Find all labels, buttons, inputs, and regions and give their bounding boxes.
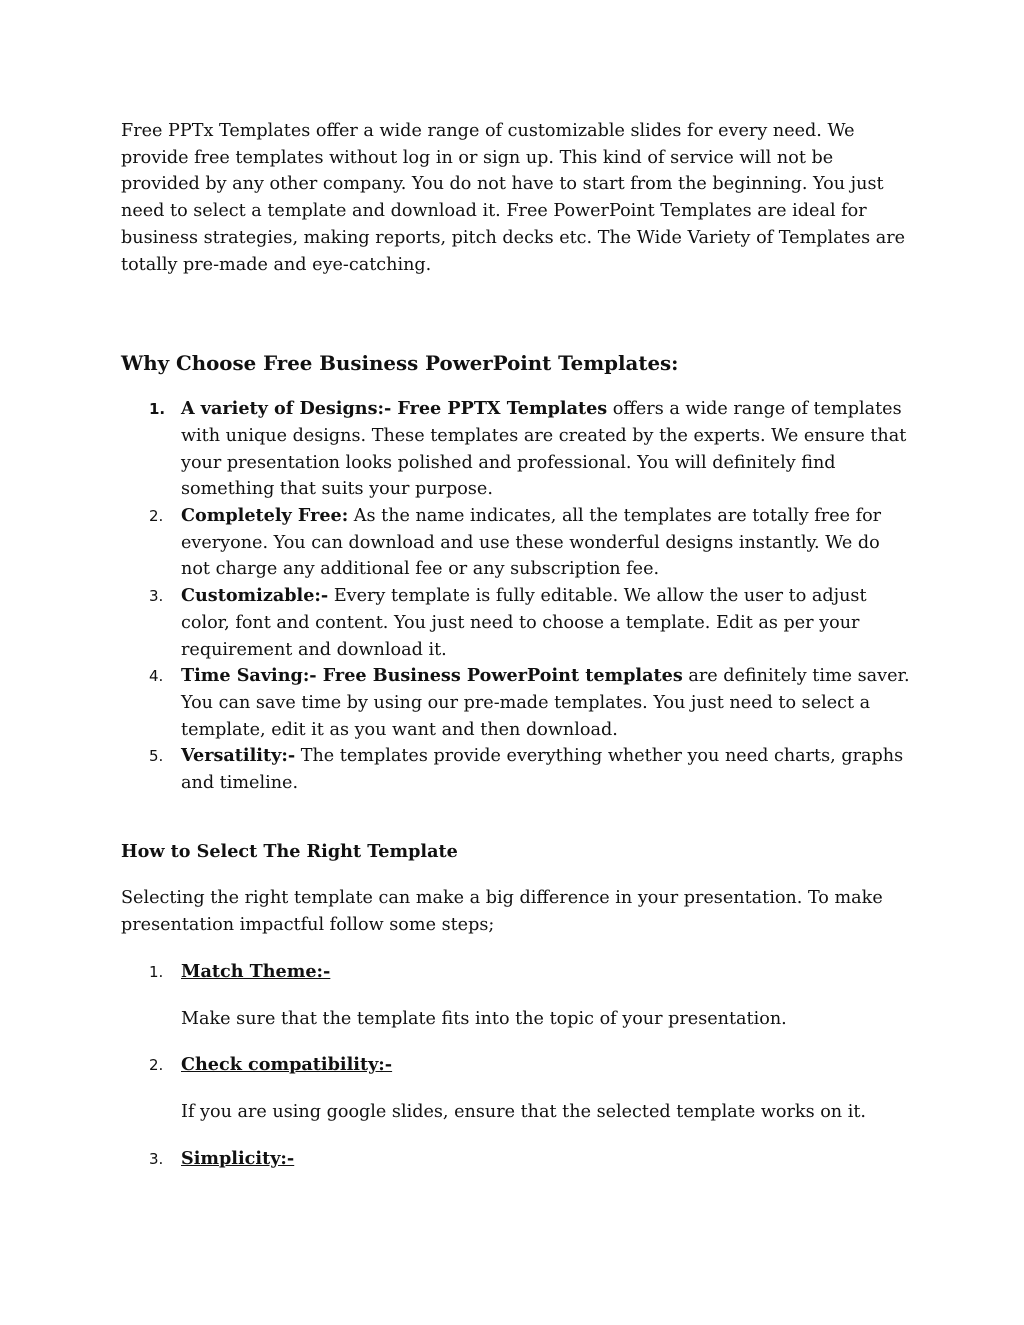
benefit-item	[121, 663, 911, 743]
benefit-title: Time Saving:- Free Business PowerPoint templates	[181, 665, 683, 687]
benefit-title: Customizable:-	[181, 585, 329, 607]
document-page	[121, 118, 911, 1192]
benefit-text: As the name indicates, all the templates are totally free for everyone. You can download and use these wonderful designs instantly. We do not charge any additional fee or any subscription fee.	[181, 506, 882, 580]
list-number: 3.	[149, 587, 164, 606]
why-choose-heading: Why Choose Free Business PowerPoint Templates:	[121, 351, 679, 376]
steps-list	[121, 959, 911, 1173]
list-number: 1.	[149, 962, 164, 981]
benefit-item	[121, 503, 911, 583]
benefit-title: Versatility:-	[181, 745, 296, 767]
list-number: 3.	[149, 1149, 164, 1168]
step-item	[121, 1052, 911, 1125]
benefits-list	[121, 396, 911, 797]
step-item	[121, 1146, 911, 1173]
step-item	[121, 959, 911, 1032]
step-description: If you are using google slides, ensure that the selected template works on it.	[181, 1101, 867, 1122]
list-number: 5.	[149, 747, 164, 766]
benefit-title: Completely Free:	[181, 505, 349, 527]
step-title: Simplicity:-	[181, 1147, 295, 1169]
select-template-heading: How to Select The Right Template	[121, 840, 458, 862]
benefit-item	[121, 396, 911, 503]
benefit-text: Every template is fully editable. We allow the user to adjust color, font and content. You just need to choose a template. Edit as per your requirement and download it.	[181, 586, 867, 660]
benefit-item	[121, 743, 911, 796]
list-number: 4.	[149, 667, 164, 686]
step-title: Match Theme:-	[181, 960, 331, 982]
step-description: Make sure that the template fits into the topic of your presentation.	[181, 1008, 787, 1029]
list-number: 2.	[149, 507, 164, 526]
intro-paragraph: Free PPTx Templates offer a wide range of customizable slides for every need. We provide free templates without log in or sign up. This kind of service will not be provided by any other company. You do not have to start from the beginning. You just need to select a template and download it. Free PowerPoint Templates are ideal for business strategies, making reports, pitch decks etc. The Wide Variety of Templates are totally pre-made and eye-catching.	[121, 121, 906, 275]
list-number: 2.	[149, 1056, 164, 1075]
benefit-text: The templates provide everything whether you need charts, graphs and timeline.	[181, 746, 904, 794]
benefit-text: offers a wide range of templates with unique designs. These templates are created by the experts. We ensure that your presentation looks polished and professional. You will definitely find something that suits your purpose.	[181, 399, 907, 500]
list-number: 1.	[149, 400, 166, 419]
select-intro-paragraph: Selecting the right template can make a big difference in your presentation. To make presentation impactful follow some steps;	[121, 888, 883, 936]
step-title: Check compatibility:-	[181, 1054, 393, 1076]
benefit-text: are definitely time saver. You can save time by using our pre-made templates. You just need to select a template, edit it as you want and then download.	[181, 666, 910, 740]
benefit-title: A variety of Designs:- Free PPTX Templates	[181, 398, 608, 420]
benefit-item	[121, 583, 911, 663]
